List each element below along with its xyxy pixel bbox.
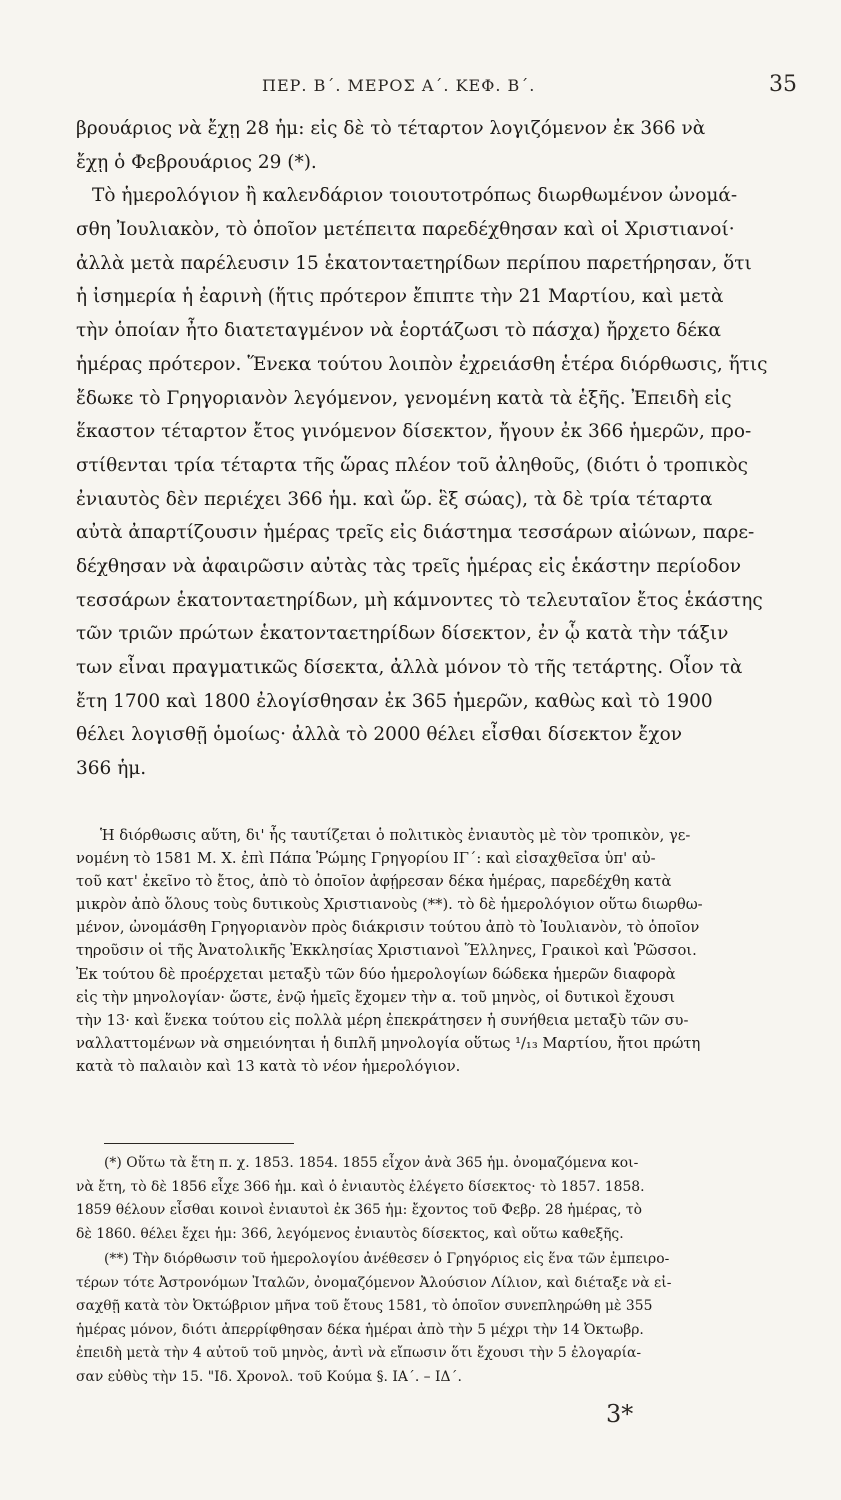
text-line: ἀλλὰ μετὰ παρέλευσιν 15 ἑκατονταετηρίδων περίπου παρετήρησαν, ὅτι [76, 252, 752, 274]
text-line: τὴν ὁποίαν ἦτο διατεταγμένον νὰ ἑορτάζωσι τὸ πάσχα) ἤρχετο δέκα [76, 320, 721, 342]
page-number: 35 [769, 72, 797, 97]
note-line: μικρὸν ἀπὸ ὅλους τοὺς δυτικοὺς Χριστιανοὺς (**). τὸ δὲ ἡμερολόγιον οὕτω διωρθω- [76, 896, 703, 914]
note-line: τοῦ κατ' ἐκεῖνο τὸ ἔτος, ἀπὸ τὸ ὁποῖον ἀφῄρεσαν δέκα ἡμέρας, παρεδέχθη κατὰ [76, 873, 672, 891]
footnote-line: (**) Τὴν διόρθωσιν τοῦ ἡμερολογίου ἀνέθεσεν ὁ Γρηγόριος εἰς ἕνα τῶν ἐμπειρο- [104, 1251, 670, 1267]
footnote-line: σαχθῇ κατὰ τὸν Ὀκτώβριον μῆνα τοῦ ἔτους 1581, τὸ ὁποῖον συνεπληρώθη μὲ 355 [76, 1298, 653, 1314]
note-text-block [76, 824, 794, 1078]
note-line: τηροῦσιν οἱ τῆς Ἀνατολικῆς Ἐκκλησίας Χριστιανοὶ Ἕλληνες, Γραικοὶ καὶ Ῥῶσσοι. [76, 942, 697, 960]
text-line: δέχθησαν νὰ ἀφαιρῶσιν αὐτὰς τὰς τρεῖς ἡμέρας εἰς ἑκάστην περίοδον [76, 555, 742, 577]
text-line: ἡμέρας πρότερον. Ἕνεκα τούτου λοιπὸν ἐχρειάσθη ἑτέρα διόρθωσις, ἥτις [76, 353, 768, 375]
text-line: Τὸ ἡμερολόγιον ἢ καλενδάριον τοιουτοτρόπως διωρθωμένον ὠνομά- [92, 185, 738, 207]
text-line: ἔχῃ ὁ Φεβρουάριος 29 (*). [76, 151, 317, 173]
footnote-rule [104, 1143, 294, 1144]
note-line: νομένη τὸ 1581 Μ. Χ. ἐπὶ Πάπα Ῥώμης Γρηγορίου ΙΓ΄: καὶ εἰσαχθεῖσα ὑπ' αὐ- [76, 850, 656, 868]
footnote-line: σαν εὐθὺς τὴν 15. "Ιδ. Χρονολ. τοῦ Κούμα §. ΙΑ΄. – ΙΔ΄. [76, 1368, 462, 1385]
text-line: σθη Ἰουλιακὸν, τὸ ὁποῖον μετέπειτα παρεδέχθησαν καὶ οἱ Χριστιανοί· [76, 219, 735, 241]
text-line: ἔτη 1700 καὶ 1800 ἐλογίσθησαν ἐκ 365 ἡμερῶν, καθὼς καὶ τὸ 1900 [76, 690, 713, 712]
note-line: Ἐκ τούτου δὲ προέρχεται μεταξὺ τῶν δύο ἡμερολογίων δώδεκα ἡμερῶν διαφορὰ [76, 965, 676, 983]
main-text-block [76, 112, 794, 786]
note-line: ναλλαττομένων νὰ σημειόνηται ἡ διπλῆ μηνολογία οὕτως ¹/₁₃ Μαρτίου, ἤτοι πρώτη [76, 1034, 701, 1052]
text-line: βρουάριος νὰ ἔχῃ 28 ἡμ: εἰς δὲ τὸ τέταρτον λογιζόμενον ἐκ 366 νὰ [76, 118, 706, 139]
footnote-line: (*) Οὕτω τὰ ἔτη π. χ. 1853. 1854. 1855 εἶχον ἀνὰ 365 ἡμ. ὀνομαζόμενα κοι- [104, 1155, 639, 1171]
running-header: ΠΕΡ. Β΄. ΜΕΡΟΣ Α΄. ΚΕΦ. Β΄. [262, 76, 536, 95]
text-line: ἔδωκε τὸ Γρηγοριανὸν λεγόμενον, γενομένη κατὰ τὰ ἑξῆς. Ἐπειδὴ εἰς [76, 387, 732, 409]
text-line: τῶν τριῶν πρώτων ἑκατονταετηρίδων δίσεκτον, ἐν ᾧ κατὰ τὴν τάξιν [76, 623, 729, 645]
text-line: 366 ἡμ. [76, 758, 147, 780]
text-line: των εἶναι πραγματικῶς δίσεκτα, ἀλλὰ μόνον τὸ τῆς τετάρτης. Οἷον τὰ [76, 657, 743, 678]
text-line: ἕκαστον τέταρτον ἔτος γινόμενον δίσεκτον, ἤγουν ἐκ 366 ἡμερῶν, προ- [76, 421, 752, 443]
footnotes-block [76, 1152, 794, 1389]
footnote-line: ἐπειδὴ μετὰ τὴν 4 αὐτοῦ τοῦ μηνὸς, ἀντὶ νὰ εἴπωσιν ὅτι ἔχουσι τὴν 5 ἐλογαρία- [76, 1345, 642, 1361]
text-line: θέλει λογισθῇ ὁμοίως· ἀλλὰ τὸ 2000 θέλει εἶσθαι δίσεκτον ἔχον [76, 724, 682, 746]
note-line: μένον, ὠνομάσθη Γρηγοριανὸν πρὸς διάκρισιν τούτου ἀπὸ τὸ Ἰουλιανὸν, τὸ ὁποῖον [76, 919, 700, 937]
text-line: ἡ ἰσημερία ἡ ἐαρινὴ (ἥτις πρότερον ἔπιπτε τὴν 21 Μαρτίου, καὶ μετὰ [76, 286, 724, 308]
text-line: ἐνιαυτὸς δὲν περιέχει 366 ἡμ. καὶ ὥρ. ἓξ σώας), τὰ δὲ τρία τέταρτα [76, 488, 713, 510]
signature-mark: 3* [606, 1400, 634, 1428]
note-line: κατὰ τὸ παλαιὸν καὶ 13 κατὰ τὸ νέον ἡμερολόγιον. [76, 1057, 461, 1075]
text-line: τεσσάρων ἑκατονταετηρίδων, μὴ κάμνοντες τὸ τελευταῖον ἔτος ἑκάστης [76, 589, 763, 611]
note-line: τὴν 13· καὶ ἕνεκα τούτου εἰς πολλὰ μέρη ἐπεκράτησεν ἡ συνήθεια μεταξὺ τῶν συ- [76, 1011, 689, 1029]
footnote-line: δὲ 1860. θέλει ἔχει ἡμ: 366, λεγόμενος ἐνιαυτὸς δίσεκτος, καὶ οὕτω καθεξῆς. [76, 1225, 624, 1242]
text-line: αὐτὰ ἀπαρτίζουσιν ἡμέρας τρεῖς εἰς διάστημα τεσσάρων αἰώνων, παρε- [76, 522, 755, 544]
text-line: στίθενται τρία τέταρτα τῆς ὥρας πλέον τοῦ ἀληθοῦς, (διότι ὁ τροπικὸς [76, 454, 749, 476]
note-line: Ἡ διόρθωσις αὕτη, δι' ἧς ταυτίζεται ὁ πολιτικὸς ἐνιαυτὸς μὲ τὸν τροπικὸν, γε- [100, 827, 691, 844]
note-line: εἰς τὴν μηνολογίαν· ὥστε, ἐνῷ ἡμεῖς ἔχομεν τὴν α. τοῦ μηνὸς, οἱ δυτικοὶ ἔχουσι [76, 988, 676, 1006]
footnote-line: τέρων τότε Ἀστρονόμων Ἰταλῶν, ὀνομαζόμενον Ἀλούσιον Λίλιον, καὶ διέταξε νὰ εἰ- [76, 1274, 672, 1291]
footnote-line: νὰ ἔτη, τὸ δὲ 1856 εἶχε 366 ἡμ. καὶ ὁ ἐνιαυτὸς ἐλέγετο δίσεκτος· τὸ 1857. 1858. [76, 1178, 645, 1195]
footnote-line: ἡμέρας μόνον, διότι ἀπερρίφθησαν δέκα ἡμέραι ἀπὸ τὴν 5 μέχρι τὴν 14 Ὀκτωβρ. [76, 1321, 644, 1338]
footnote-line: 1859 θέλουν εἶσθαι κοινοὶ ἐνιαυτοὶ ἐκ 365 ἡμ: ἔχοντος τοῦ Φεβρ. 28 ἡμέρας, τὸ [76, 1202, 642, 1218]
